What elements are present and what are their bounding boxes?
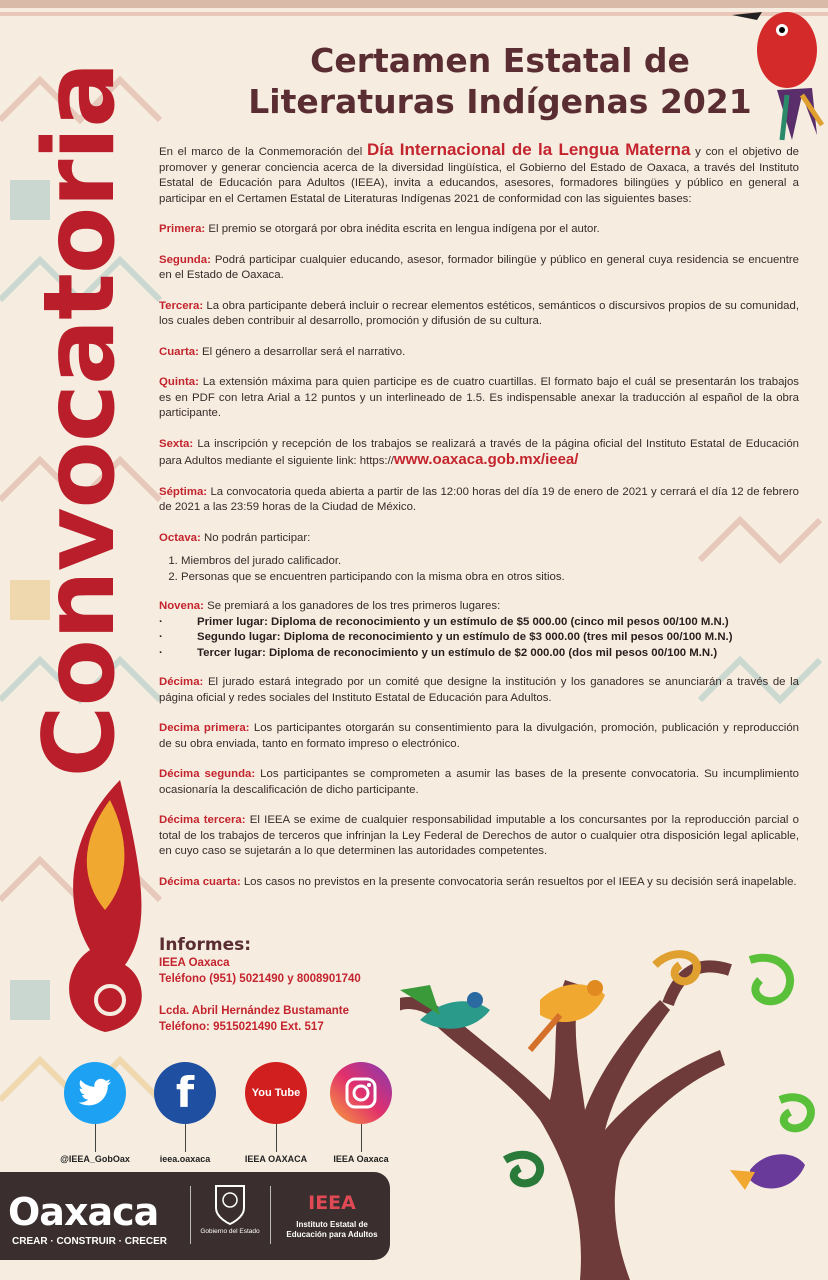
informes-title: Informes: [159, 935, 252, 955]
base-text: El premio se otorgará por obra inédita escrita en lengua indígena por el autor. [205, 223, 600, 235]
intro-highlight: Día Internacional de la Lengua Materna [366, 140, 691, 159]
base-quinta [159, 375, 799, 422]
octava-list [159, 554, 799, 585]
intro-post: y con el objetivo de promover y generar conciencia acerca de la diversidad lingüística, el Gobierno del Estado de Oaxaca, a través del Instituto Estatal de Educación para Adultos (IEEA), invita a educandos, asesores, formadores bilingües y público en general a participar en el Certamen Estatal de Literaturas Indígenas 2021 de conformidad con las siguientes bases: [159, 146, 799, 205]
prize-item: · Segundo lugar: Diploma de reconocimiento y un estímulo de $3 000.00 (tres mil pesos 00/100 M.N.) [159, 630, 799, 646]
social-handle: ieea.oaxaca [159, 1154, 211, 1164]
base-octava [159, 531, 799, 547]
state-seal-icon [210, 1182, 250, 1226]
intro-pre: En el marco de la Conmemoración del [159, 146, 367, 158]
base-label: Quinta: [159, 376, 199, 388]
base-decima-tercera [159, 813, 799, 860]
list-item: 2. Personas que se encuentren participando con la misma obra en otros sitios. [181, 570, 799, 586]
base-tercera [159, 299, 799, 330]
base-primera [159, 222, 799, 238]
base-label: Décima: [159, 676, 204, 688]
base-label: Décima tercera: [159, 814, 246, 826]
base-text: El IEEA se exime de cualquier responsabilidad imputable a los concursantes por la reproducción parcial o total de los trabajos de terceros que infrinjan la Ley Federal de Derechos de autor o cualquier otra disposición legal aplicable, en cuyo caso se sujetarán a lo que determinen las autoridades competentes. [159, 814, 800, 857]
oaxaca-tagline: CREAR · CONSTRUIR · CRECER [12, 1236, 167, 1247]
prizes-list [159, 615, 799, 662]
base-label: Séptima: [159, 485, 208, 498]
social-instagram[interactable] [311, 1062, 411, 1164]
base-decima-cuarta [159, 875, 799, 891]
base-text: Los participantes otorgarán su consentimiento para la divulgación, promoción, publicación y reproducción de su obra enviada, tanto en formato impreso o electrónico. [159, 722, 799, 750]
prize-item: · Primer lugar: Diploma de reconocimiento y un estímulo de $5 000.00 (cinco mil pesos 00/100 M.N.) [159, 615, 799, 631]
title-line-1: Certamen Estatal de [310, 41, 690, 80]
base-text: El género a desarrollar será el narrativo. [198, 345, 406, 358]
gobierno-label: Gobierno del Estado [200, 1228, 260, 1235]
social-facebook[interactable] [135, 1062, 235, 1164]
base-label: Sexta: [159, 437, 194, 450]
informes-contact-phone: Teléfono: 9515021490 Ext. 517 [159, 1021, 324, 1033]
base-label: Cuarta: [159, 345, 199, 358]
informes-contact: Lcda. Abril Hernández Bustamante [159, 1005, 350, 1017]
social-handle: IEEA Oaxaca [333, 1154, 389, 1164]
base-label: Décima segunda: [159, 768, 256, 780]
facebook-icon[interactable]: f [154, 1062, 216, 1124]
social-handle: IEEA OAXACA [244, 1154, 308, 1164]
base-sexta [159, 437, 799, 470]
ieea-full-name: Instituto Estatal de Educación para Adultos [286, 1220, 378, 1239]
base-segunda [159, 253, 799, 284]
list-item: 1. Miembros del jurado calificador. [181, 554, 799, 570]
tree-with-birds-illustration [400, 940, 828, 1280]
base-text: La extensión máxima para quien participe es de cuatro cuartillas. El formato bajo el cuál se presentarán los trabajos es en PDF con letra Arial a 12 puntos y un interlineado de 1.5. Es indispensable anexar la traducción al español de la obra participante. [159, 376, 799, 419]
base-decima-primera [159, 721, 799, 752]
base-label: Primera: [159, 223, 206, 235]
ieea-website-link[interactable]: www.oaxaca.gob.mx/ieea/ [393, 451, 579, 468]
intro-paragraph [159, 142, 799, 207]
title-line-2: Literaturas Indígenas 2021 [248, 82, 752, 121]
base-text: Se premiará a los ganadores de los tres primeros lugares: [203, 600, 501, 612]
gobierno-logo [198, 1182, 262, 1235]
base-label: Novena: [159, 600, 204, 612]
base-text: No podrán participar: [200, 531, 311, 544]
base-label: Tercera: [159, 299, 204, 312]
base-text: La obra participante deberá incluir o recrear elementos estéticos, semánticos o discursivos propios de su comunidad, los cuales deben contribuir al desarrollo, promoción y difusión de su cultura. [159, 299, 799, 327]
prize-item: · Tercer lugar: Diploma de reconocimiento y un estímulo de $2 000.00 (dos mil pesos 00/100 M.N.) [159, 646, 799, 662]
base-decima [159, 675, 799, 706]
base-cuarta [159, 345, 799, 361]
base-text: Los casos no previstos en la presente convocatoria serán resueltos por el IEEA y su decisión será inapelable. [240, 875, 797, 888]
convocatoria-vertical-title [20, 40, 140, 800]
base-text: La convocatoria queda abierta a partir de las 12:00 horas del día 19 de enero de 2021 y cerrará el día 12 de febrero de 2021 a las 23:59 horas de la Ciudad de México. [159, 485, 799, 513]
base-label: Décima cuarta: [159, 875, 241, 888]
base-septima [159, 485, 799, 516]
informes-phone: Teléfono (951) 5021490 y 8008901740 [159, 973, 361, 985]
social-twitter[interactable] [45, 1062, 145, 1164]
twitter-icon[interactable] [64, 1062, 126, 1124]
base-text: El jurado estará integrado por un comité que designe la institución y los ganadores se anunciarán a través de la página oficial y redes sociales del Instituto Estatal de Educación para Adultos. [159, 676, 799, 704]
base-text: Podrá participar cualquier educando, asesor, formador bilingüe y público en general cuya residencia se encuentre en el Estado de Oaxaca. [159, 253, 799, 281]
vertical-title-text: Convocatoria [23, 62, 137, 778]
footer-logos [0, 1172, 390, 1260]
base-novena [159, 599, 799, 615]
oaxaca-logo: Oaxaca [8, 1190, 159, 1234]
page-title [230, 40, 770, 122]
base-text: La inscripción y recepción de los trabajos se realizará a través de la página oficial del Instituto Estatal de Educación para Adultos mediante el siguiente link: https:// [159, 437, 799, 467]
ieea-acronym: IEEA [308, 1192, 356, 1214]
flame-icon [50, 770, 160, 1040]
base-text: Los participantes se comprometen a asumir las bases de la presente convocatoria. Su incumplimiento ocasionaría la descalificación de dicho participante. [159, 768, 799, 796]
youtube-icon[interactable] [245, 1062, 307, 1124]
informes-org: IEEA Oaxaca [159, 957, 230, 969]
instagram-icon[interactable] [330, 1062, 392, 1124]
youtube-glyph: You Tube [251, 1086, 301, 1099]
ieea-logo [282, 1192, 382, 1240]
base-decima-segunda [159, 767, 799, 798]
base-label: Octava: [159, 531, 201, 544]
base-label: Decima primera: [159, 722, 250, 734]
convocatoria-body [159, 142, 799, 905]
social-handle: @IEEA_GobOax [60, 1154, 130, 1164]
base-label: Segunda: [159, 253, 211, 266]
